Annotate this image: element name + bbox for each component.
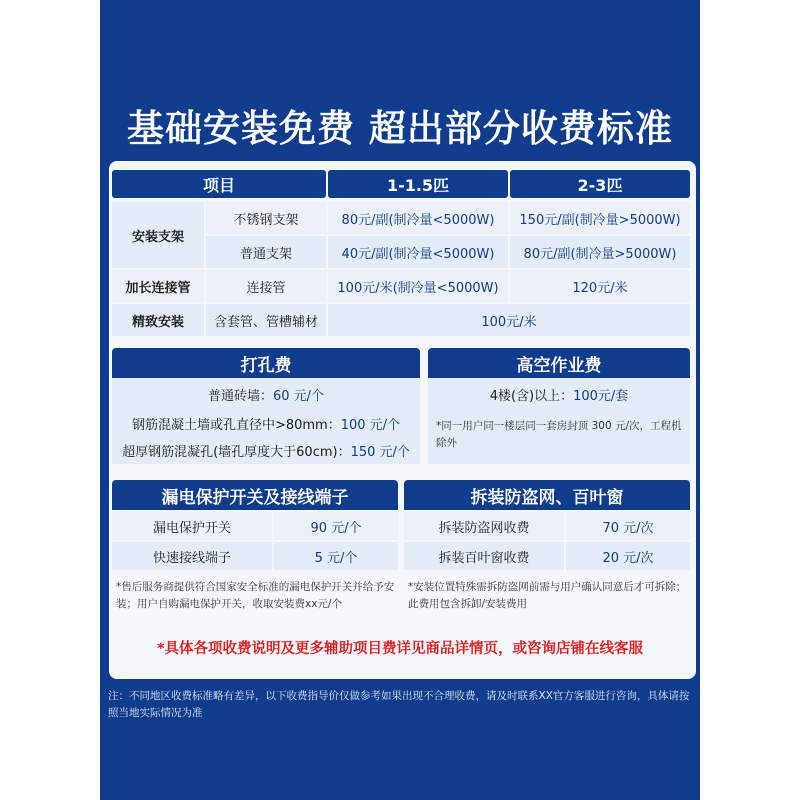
- leakage-note: *售后服务商提供符合国家安全标准的漏电保护开关并给予安装；用户自购漏电保护开关，收取安装费xx元/个: [116, 581, 395, 610]
- footer-note: 注：不同地区收费标准略有差异，以下收费指导价仅做参考如果出现不合理收费，请及时联系XX官方客服进行咨询，具体请按照当地实际情况为准: [108, 690, 690, 719]
- dismantle-item-label: 拆装防盗网收费: [404, 512, 564, 540]
- row-group-bracket: 安装支架: [112, 202, 204, 268]
- table-header-item: 项目: [112, 170, 326, 198]
- altitude-header: 高空作业费: [428, 348, 690, 378]
- leakage-item-label: 快速接线端子: [112, 542, 272, 570]
- altitude-note: *同一用户同一楼层同一套房封顶 300 元/次，工程机除外: [436, 420, 682, 449]
- dismantle-item-label: 拆装百叶窗收费: [404, 542, 564, 570]
- row-label-steel-bracket: 不锈钢支架: [206, 202, 326, 234]
- drilling-item: 超厚钢筋混凝孔(墙孔厚度大于60cm)： 150 元/个: [122, 444, 410, 460]
- row-value: 80元/副(制冷量<5000W): [328, 202, 508, 234]
- dismantle-header: 拆装防盗网、百叶窗: [404, 480, 690, 510]
- row-value: 120元/米: [510, 270, 690, 302]
- row-value: 40元/副(制冷量<5000W): [328, 236, 508, 268]
- drilling-item: 钢筋混凝土墙或孔直径中>80mm： 100 元/个: [131, 417, 401, 433]
- dismantle-item-price: 20 元/次: [566, 542, 690, 570]
- poster: [100, 0, 700, 800]
- row-group-pipe: 加长连接管: [112, 270, 204, 302]
- altitude-item: 4楼(含)以上： 100元/套: [489, 388, 629, 404]
- table-header-range-2: 2-3匹: [510, 170, 690, 198]
- row-label-fine: 含套管、管槽辅材: [206, 304, 326, 336]
- dismantle-note: *安装位置特殊需拆防盗网前需与用户确认同意后才可拆除；此费用包含拆卸/安装费用: [408, 581, 687, 610]
- row-value: 100元/米(制冷量<5000W): [328, 270, 508, 302]
- row-label-normal-bracket: 普通支架: [206, 236, 326, 268]
- leakage-item-price: 90 元/个: [274, 512, 398, 540]
- dismantle-item-price: 70 元/次: [566, 512, 690, 540]
- table-header-range-1: 1-1.5匹: [328, 170, 508, 198]
- leakage-header: 漏电保护开关及接线端子: [112, 480, 398, 510]
- row-group-fine: 精致安装: [112, 304, 204, 336]
- row-value: 80元/副(制冷量>5000W): [510, 236, 690, 268]
- row-value: 150元/副(制冷量>5000W): [510, 202, 690, 234]
- leakage-item-label: 漏电保护开关: [112, 512, 272, 540]
- row-label-pipe: 连接管: [206, 270, 326, 302]
- red-notice: *具体各项收费说明及更多辅助项目费详见商品详情页，或咨询店铺在线客服: [156, 641, 644, 657]
- drilling-item: 普通砖墙： 60 元/个: [207, 388, 325, 404]
- row-value-merged: 100元/米: [328, 304, 690, 336]
- drilling-header: 打孔费: [112, 348, 420, 378]
- headline: 基础安装免费 超出部分收费标准: [127, 107, 673, 150]
- leakage-item-price: 5 元/个: [274, 542, 398, 570]
